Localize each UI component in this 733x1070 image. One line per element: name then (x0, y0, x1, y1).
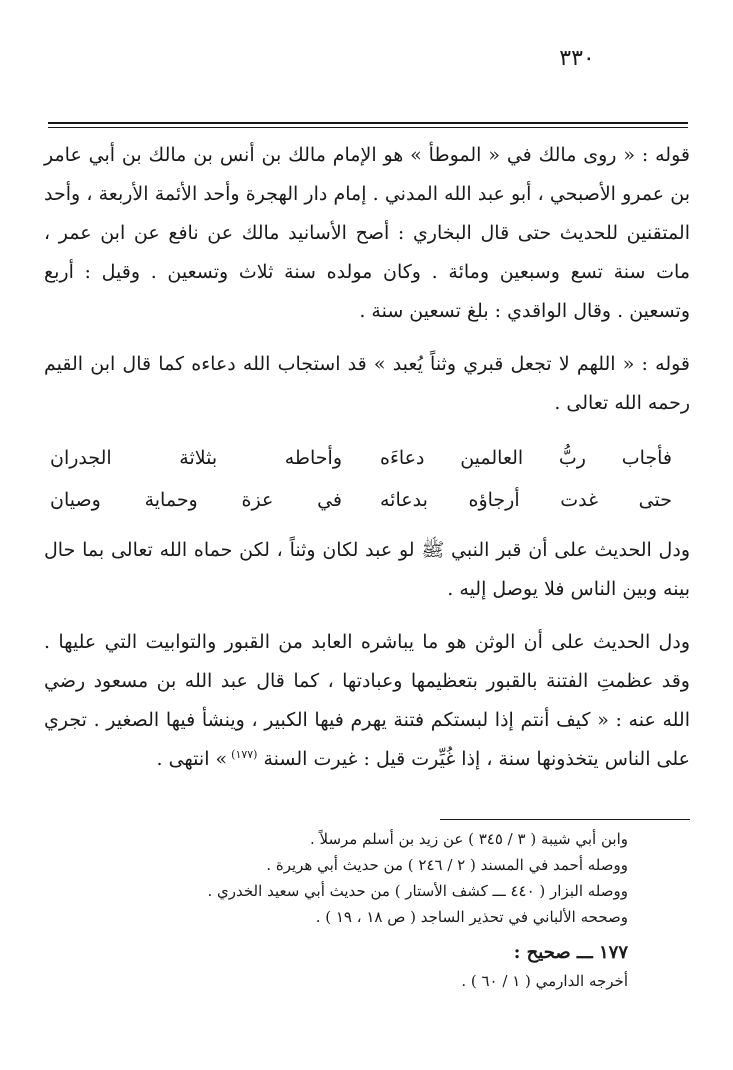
footnote-reference[interactable]: (١٧٧) (231, 747, 258, 761)
paragraph-idol (44, 623, 690, 779)
paragraph-malik: قوله : « روى مالك في « الموطأ » هو الإمام مالك بن أنس بن مالك بن أبي عامر بن عمرو الأصبحي ، أبو عبد الله المدني . إمام دار الهجرة وأحد الأئمة الأربعة ، وأحد المتقنين للحديث حتى قال البخاري : أصح الأسانيد مالك عن نافع عن ابن عمر ، مات سنة تسع وسبعين ومائة . وكان مولده سنة ثلاث وتسعين . وقيل : أربع وتسعين . وقال الواقدي : بلغ تسعين سنة . (44, 144, 690, 322)
poem-verse (50, 437, 672, 479)
footnote-source: أخرجه الدارمي ( ١ / ٦٠ ) . (461, 972, 628, 990)
footnotes (44, 826, 628, 994)
page-number: ٣٣٠ (559, 46, 595, 71)
poem-hemistich-first: فأجاب ربُّ العالمين دعاءَه (380, 447, 672, 469)
footnote-line: ووصله البزار ( ٤٤٠ ـــ كشف الأستار ) من حديث أبي سعيد الخدري . (207, 882, 628, 900)
paragraph-dua: قوله : « اللهم لا تجعل قبري وثناً يُعبد » قد استجاب الله دعاءه كما قال ابن القيم رحمه الله تعالى . (44, 353, 690, 414)
poem-hemistich-second: في عزة وحماية وصيان (50, 489, 342, 511)
footnote-divider (440, 819, 690, 820)
poem-hemistich-second: وأحاطه بثلاثة الجدران (50, 447, 342, 469)
header-rule-thin (48, 127, 688, 128)
footnote-line: ووصله أحمد في المسند ( ٢ / ٢٤٦ ) من حديث أبي هريرة . (266, 856, 628, 874)
poem-hemistich-first: حتى غدت أرجاؤه بدعائه (380, 489, 672, 511)
footnote-line: وصححه الألباني في تحذير الساجد ( ص ١٨ ، ١٩ ) . (315, 908, 628, 926)
footnote-heading: ١٧٧ ـــ صحيح : (513, 942, 628, 963)
paragraph-idol-closing: » انتهى . (156, 748, 228, 770)
main-text (44, 136, 690, 779)
header-rule (48, 122, 688, 124)
poem-verse (50, 479, 672, 521)
paragraph-grave: ودل الحديث على أن قبر النبي ﷺ لو عبد لكان وثناً ، لكن حماه الله تعالى بما حال بينه وبين الناس فلا يوصل إليه . (44, 539, 690, 600)
footnote-line: وابن أبي شيبة ( ٣ / ٣٤٥ ) عن زيد بن أسلم مرسلاً . (309, 830, 628, 848)
paragraph-idol-text: ودل الحديث على أن الوثن هو ما يباشره العابد من القبور والتوابيت التي عليها . وقد عظمتِ الفتنة بالقبور بتعظيمها وعبادتها ، كما قال عبد الله بن مسعود رضي الله عنه : « كيف أنتم إذا لبستكم فتنة يهرم فيها الكبير ، وينشأ فيها الصغير . تجري على الناس يتخذونها سنة ، إذا غُيِّرت قيل : غيرت السنة (44, 631, 690, 770)
poem (44, 437, 690, 521)
